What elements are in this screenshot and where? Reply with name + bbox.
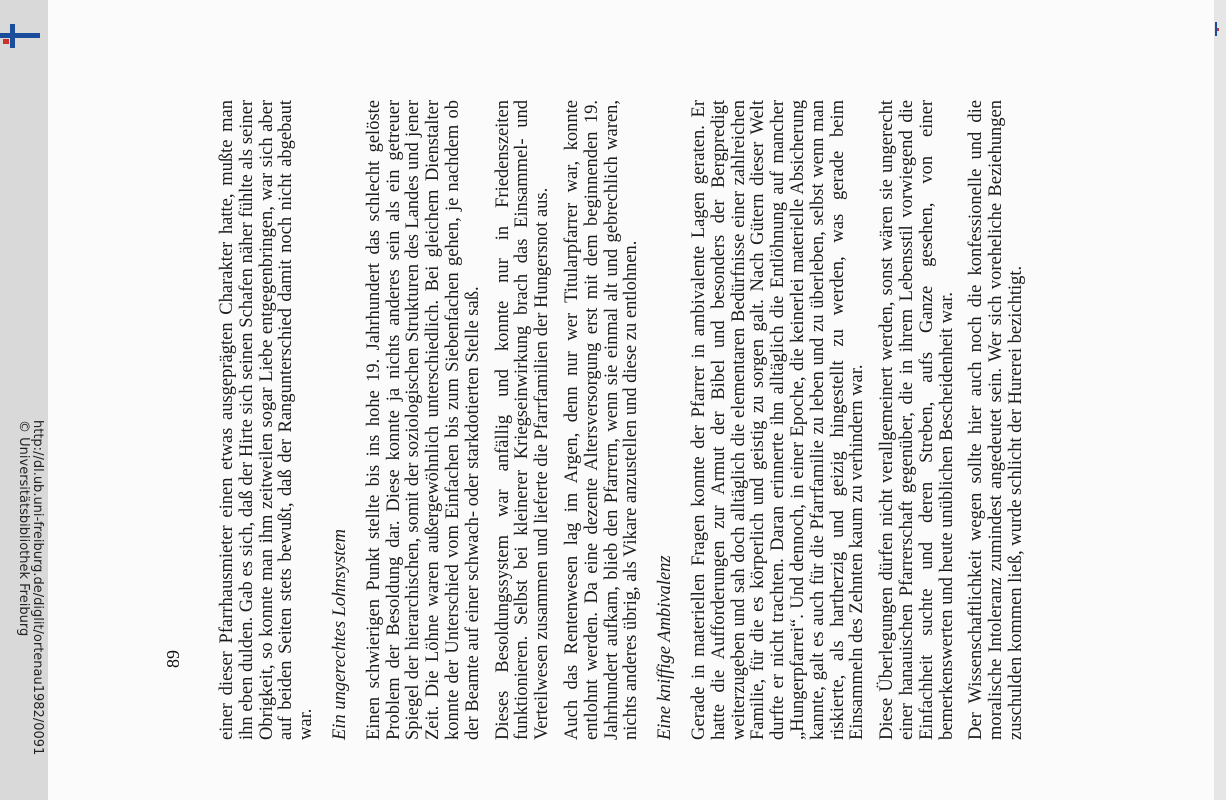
- library-logo-icon: [0, 24, 40, 48]
- source-copyright: © Universitätsbibliothek Freiburg: [16, 420, 31, 637]
- paragraph: einer dieser Pfarrhausmieter einen etwas ausgeprägten Charakter hatte, mußte man ihn eben dulden. Gab es sich, daß der Hirte sich seinen Schafen näher fühlte als seiner Obrigkeit, so konnte man ihm zeitweilen sogar Liebe entgegenbringen, war sich aber auf beiden Seiten stets bewußt, daß der Rangunterschied damit noch nicht abgebaut war.: [217, 100, 317, 740]
- source-url: http://dl.ub.uni-freiburg.de/diglit/ortenau1982/0091: [30, 420, 45, 756]
- page-right-edge: [1214, 0, 1226, 800]
- viewer-left-margin: [0, 0, 48, 800]
- scan-marker-icon: [1215, 22, 1219, 36]
- page-number: 89: [163, 650, 183, 668]
- paragraph: Gerade in materiellen Fragen konnte der Pfarrer in ambivalente Lagen geraten. Er hatte die Aufforderungen zur Armut der Bibel und besonders der Bergpredigt weiterzugeben und sah doch alltäglich die elementaren Bedürfnisse einer zahlreichen Familie, für die es körperlich und geistig zu sorgen galt. Nach Gütern dieser Welt durfte er nicht trachten. Daran erinnerte ihn alltäglich die Entlöhnung auf mancher „Hungerpfarrei“. Und dennoch, in einer Epoche, die keinerlei materielle Absicherung kannte, galt es auch für die Pfarrfamilie zu leben und zu überleben, selbst wenn man riskierte, als hartherzig und geizig hingestellt zu werden, was gerade beim Einsammeln des Zehnten kaum zu verhindern war.: [688, 100, 868, 740]
- source-strip: [16, 420, 44, 800]
- scanned-page: [48, 0, 1214, 800]
- paragraph: Der Wissenschaftlichkeit wegen sollte hier auch noch die konfessionelle und die moralische Intoleranz zumindest angedeutet sein. Wer sich voreheliche Beziehungen zuschulden kommen ließ, wurde schlicht der Hurerei bezichtigt.: [966, 100, 1026, 740]
- section-heading: Ein ungerechtes Lohnsystem: [329, 529, 350, 740]
- paragraph: Dieses Besoldungssystem war anfällig und konnte nur in Friedenszeiten funktionieren. Selbst bei kleinerer Kriegseinwirkung brach das Einsammel- und Verteilwesen zusammen und lieferte die Pfarrfamilien der Hungersnot aus.: [492, 100, 553, 740]
- paragraph: Einen schwierigen Punkt stellte bis ins hohe 19. Jahrhundert das schlecht gelöste Problem der Besoldung dar. Diese konnte ja nichts anderes sein als ein getreuer Spiegel der hierarchischen, somit der soziologischen Strukturen des Landes und jener Zeit. Die Löhne waren außergewöhnlich unterschiedlich. Bei gleichem Dienstalter konnte der Unterschied vom Einfachen bis zum Siebenfachen gehen, je nachdem ob der Beamte auf einer schwach- oder starkdotierten Stelle saß.: [363, 100, 483, 740]
- page-text: [218, 100, 1218, 740]
- paragraph: Diese Überlegungen dürfen nicht verallgemeinert werden, sonst wären sie ungerecht einer hanauischen Pfarrerschaft gegenüber, die in ihrem Lebensstil vorwiegend die Einfachheit suchte und deren Streben, aufs Ganze gesehen, von einer bemerkenswerten und heute unüblichen Bescheidenheit war.: [877, 100, 957, 740]
- paragraph: Auch das Rentenwesen lag im Argen, denn nur wer Titularpfarrer war, konnte entlohnt werden. Da eine dezente Altersversorgung erst mit dem beginnenden 19. Jahrhundert aufkam, blieb den Pfarrern, wenn sie einmal alt und gebrechlich waren, nichts anderes übrig, als Vikare anzustellen und diese zu entlohnen.: [561, 100, 642, 740]
- section-heading: Eine kniffige Ambivalenz: [655, 555, 676, 740]
